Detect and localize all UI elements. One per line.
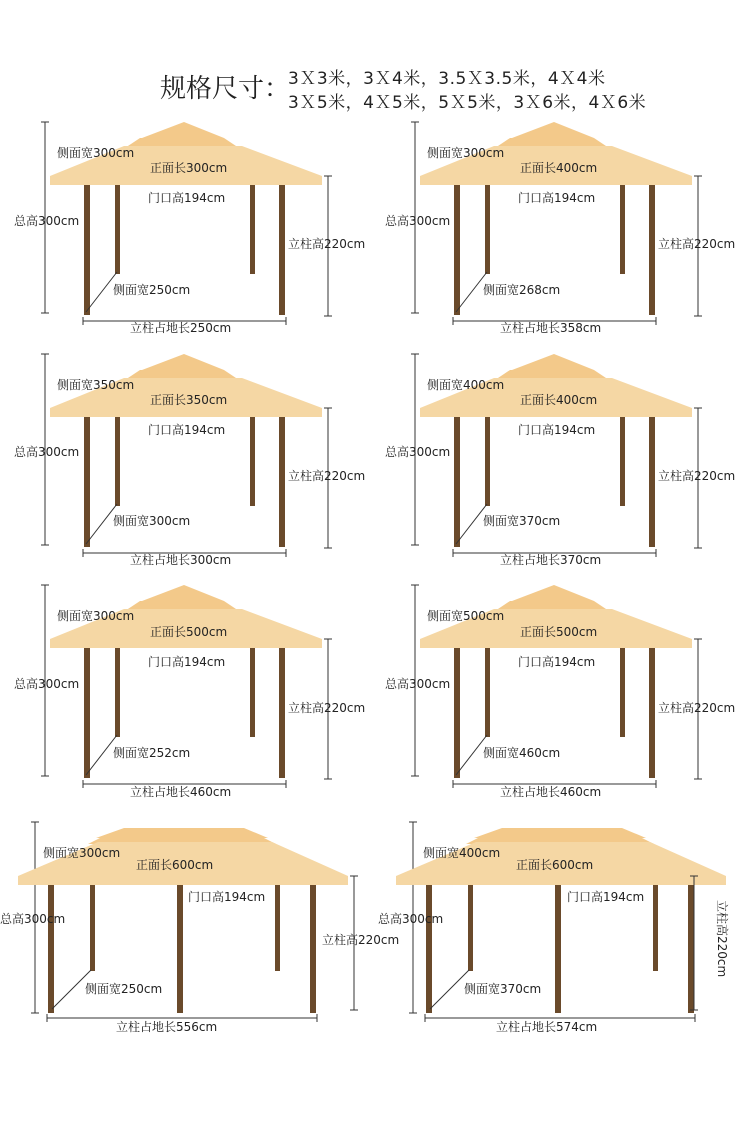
base-length-label: 立柱占地长460cm: [500, 785, 602, 799]
pillar-height-label: 立柱高220cm: [288, 237, 366, 251]
pillar-front-left: [426, 885, 432, 1013]
pillar-back-right: [620, 417, 625, 506]
roof-edge: [396, 876, 726, 885]
pillar-height-label: 立柱高220cm: [322, 933, 400, 947]
total-height-label: 总高300cm: [0, 912, 66, 926]
front-length-label: 正面长600cm: [136, 858, 214, 872]
roof-edge: [50, 408, 322, 417]
pillar-height-label: 立柱高220cm: [658, 469, 736, 483]
pillar-back-left: [90, 885, 95, 971]
roof-top: [512, 122, 594, 138]
roof-top: [512, 585, 594, 601]
door-height-label: 门口高194cm: [148, 423, 226, 437]
pillar-front-left: [454, 648, 460, 778]
side-width-bottom-label: 侧面宽252cm: [113, 746, 191, 760]
spec-title: 规格尺寸：: [160, 74, 291, 104]
roof-top: [96, 828, 268, 838]
pillar-height-label: 立柱高220cm: [288, 469, 366, 483]
pillar-back-left: [485, 417, 490, 506]
door-height-label: 门口高194cm: [518, 423, 596, 437]
roof-top: [142, 122, 224, 138]
pillar-front-left: [454, 185, 460, 315]
side-width-bottom-label: 侧面宽250cm: [85, 982, 163, 996]
pillar-height-label: 立柱高220cm: [658, 701, 736, 715]
total-height-label: 总高300cm: [385, 214, 451, 228]
pillar-back-right: [620, 648, 625, 737]
pillar-front-middle: [555, 885, 561, 1013]
pillar-front-left: [84, 648, 90, 778]
pillar-back-left: [115, 185, 120, 274]
pillar-back-left: [485, 185, 490, 274]
base-length-label: 立柱占地长250cm: [130, 321, 232, 335]
pillar-front-left: [48, 885, 54, 1013]
pillar-front-left: [84, 185, 90, 315]
roof-edge: [420, 176, 692, 185]
pillar-back-left: [485, 648, 490, 737]
pillar-height-label: 立柱高220cm: [715, 900, 729, 978]
side-width-bottom-label: 侧面宽370cm: [464, 982, 542, 996]
total-height-label: 总高300cm: [14, 214, 80, 228]
total-height-label: 总高300cm: [378, 912, 444, 926]
front-length-label: 正面长300cm: [150, 161, 228, 175]
side-width-bottom-label: 侧面宽268cm: [483, 283, 561, 297]
side-width-top-label: 侧面宽300cm: [57, 146, 135, 160]
pillar-back-right: [653, 885, 658, 971]
base-length-label: 立柱占地长556cm: [116, 1020, 218, 1034]
front-length-label: 正面长500cm: [520, 625, 598, 639]
pillar-back-right: [620, 185, 625, 274]
roof-edge: [18, 876, 348, 885]
pillar-front-right: [279, 417, 285, 547]
base-length-label: 立柱占地长460cm: [130, 785, 232, 799]
total-height-label: 总高300cm: [385, 445, 451, 459]
roof-edge: [50, 176, 322, 185]
roof-top: [512, 354, 594, 370]
side-width-top-label: 侧面宽400cm: [427, 378, 505, 392]
pillar-front-right: [279, 648, 285, 778]
pillar-back-right: [250, 185, 255, 274]
door-height-label: 门口高194cm: [567, 890, 645, 904]
pillar-front-right: [649, 185, 655, 315]
pillar-front-right: [649, 417, 655, 547]
pillar-front-left: [84, 417, 90, 547]
front-length-label: 正面长600cm: [516, 858, 594, 872]
total-height-label: 总高300cm: [385, 677, 451, 691]
roof-edge: [50, 639, 322, 648]
base-length-label: 立柱占地长574cm: [496, 1020, 598, 1034]
pillar-front-right: [649, 648, 655, 778]
side-width-bottom-label: 侧面宽460cm: [483, 746, 561, 760]
roof-edge: [420, 639, 692, 648]
side-width-top-label: 侧面宽300cm: [57, 609, 135, 623]
roof-top: [142, 354, 224, 370]
pillar-back-right: [275, 885, 280, 971]
base-length-label: 立柱占地长358cm: [500, 321, 602, 335]
door-height-label: 门口高194cm: [148, 191, 226, 205]
front-length-label: 正面长350cm: [150, 393, 228, 407]
pillar-front-left: [454, 417, 460, 547]
pillar-back-left: [468, 885, 473, 971]
side-width-top-label: 侧面宽400cm: [423, 846, 501, 860]
roof-top: [142, 585, 224, 601]
pillar-front-right: [310, 885, 316, 1013]
pillar-back-right: [250, 648, 255, 737]
base-length-label: 立柱占地长370cm: [500, 553, 602, 567]
side-width-bottom-label: 侧面宽300cm: [113, 514, 191, 528]
side-width-top-label: 侧面宽300cm: [43, 846, 121, 860]
door-height-label: 门口高194cm: [148, 655, 226, 669]
pillar-back-right: [250, 417, 255, 506]
door-height-label: 门口高194cm: [518, 191, 596, 205]
side-width-top-label: 侧面宽500cm: [427, 609, 505, 623]
front-length-label: 正面长500cm: [150, 625, 228, 639]
base-length-label: 立柱占地长300cm: [130, 553, 232, 567]
front-length-label: 正面长400cm: [520, 161, 598, 175]
side-width-top-label: 侧面宽300cm: [427, 146, 505, 160]
pillar-back-left: [115, 417, 120, 506]
pillar-front-right: [688, 885, 694, 1013]
side-width-top-label: 侧面宽350cm: [57, 378, 135, 392]
roof-edge: [420, 408, 692, 417]
spec-line-2: 3Ｘ5米，4Ｘ5米，5Ｘ5米，3Ｘ6米，4Ｘ6米: [288, 93, 647, 113]
pillar-front-right: [279, 185, 285, 315]
front-length-label: 正面长400cm: [520, 393, 598, 407]
pillar-back-left: [115, 648, 120, 737]
spec-line-1: 3Ｘ3米，3Ｘ4米，3.5Ｘ3.5米，4Ｘ4米: [288, 69, 606, 89]
side-width-bottom-label: 侧面宽370cm: [483, 514, 561, 528]
total-height-label: 总高300cm: [14, 445, 80, 459]
total-height-label: 总高300cm: [14, 677, 80, 691]
pillar-height-label: 立柱高220cm: [658, 237, 736, 251]
door-height-label: 门口高194cm: [188, 890, 266, 904]
pillar-height-label: 立柱高220cm: [288, 701, 366, 715]
side-width-bottom-label: 侧面宽250cm: [113, 283, 191, 297]
roof-top: [474, 828, 646, 838]
door-height-label: 门口高194cm: [518, 655, 596, 669]
pillar-front-middle: [177, 885, 183, 1013]
